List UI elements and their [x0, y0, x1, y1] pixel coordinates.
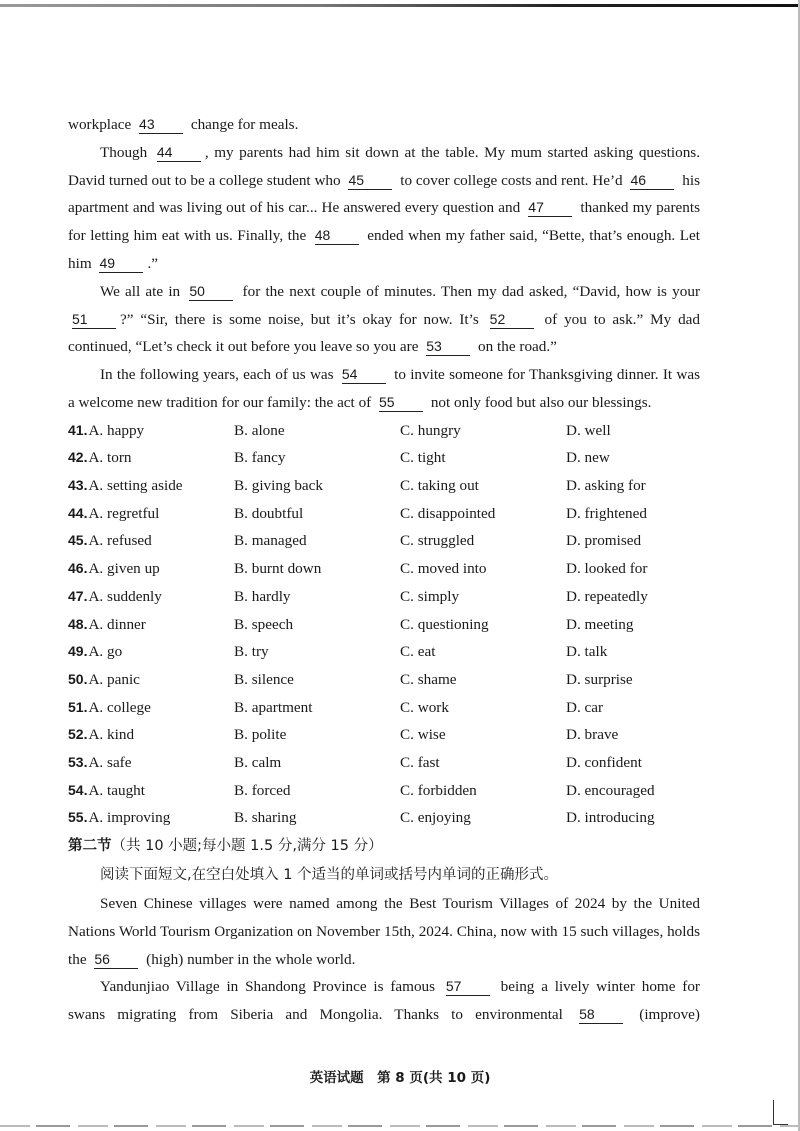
text: ?” “Sir, there is some noise, but it’s okay for now. It’s — [120, 310, 486, 328]
text: (high) number in the whole world. — [142, 950, 356, 968]
option-a — [68, 721, 234, 749]
option-c: C. enjoying — [400, 809, 471, 827]
option-b: B. forced — [234, 781, 291, 799]
question-options-row — [68, 555, 700, 583]
question-options-row — [68, 638, 700, 666]
exam-page-content — [68, 111, 700, 1029]
option-b: B. fancy — [234, 449, 286, 467]
question-number: 48. — [68, 615, 88, 632]
option-a-text: A. panic — [88, 670, 140, 688]
answer-options-list — [68, 417, 700, 832]
option-a — [68, 444, 234, 472]
option-d: D. looked for — [566, 560, 648, 578]
option-b: B. calm — [234, 753, 282, 771]
option-c: C. wise — [400, 726, 446, 744]
option-a-text: A. given up — [88, 560, 160, 578]
question-options-row — [68, 749, 700, 777]
section-meta: （共 10 小题;每小题 1.5 分,满分 15 分） — [111, 838, 383, 855]
option-d: D. car — [566, 698, 604, 716]
option-a-text: A. go — [88, 643, 123, 661]
option-d: D. new — [566, 449, 610, 467]
question-number: 47. — [68, 587, 88, 604]
question-number: 44. — [68, 504, 88, 521]
passage-paragraph-2 — [68, 139, 700, 278]
option-a-text: A. refused — [88, 532, 152, 550]
section-heading — [68, 832, 700, 861]
option-a-text: A. torn — [88, 449, 132, 467]
option-a — [68, 500, 234, 528]
text: workplace — [68, 116, 136, 133]
blank-57: 57 — [446, 977, 490, 996]
page-footer: 英语试题 第 8 页(共 10 页) — [309, 1070, 491, 1086]
option-d: D. surprise — [566, 670, 633, 688]
option-c: C. tight — [400, 449, 446, 467]
option-b: B. try — [234, 643, 269, 661]
blank-53: 53 — [426, 337, 470, 356]
passage2-paragraph-1 — [68, 890, 700, 973]
blank-43: 43 — [139, 115, 183, 134]
option-c: C. taking out — [400, 477, 479, 495]
option-d: D. repeatedly — [566, 587, 648, 605]
passage-line-43 — [68, 111, 700, 139]
option-a — [68, 694, 234, 722]
corner-crop-mark — [773, 1100, 788, 1125]
question-number: 41. — [68, 421, 88, 438]
text: to invite someone for Thanksgiving dinner. It was a welcome new tradition for our family: the act of — [68, 366, 701, 411]
option-a — [68, 527, 234, 555]
option-b: B. burnt down — [234, 560, 322, 578]
blank-47: 47 — [528, 198, 572, 217]
blank-58: 58 — [579, 1005, 623, 1024]
option-a — [68, 611, 234, 639]
question-number: 46. — [68, 560, 88, 577]
blank-44: 44 — [157, 143, 201, 162]
text: (improve) — [627, 1006, 700, 1024]
question-options-row — [68, 666, 700, 694]
text: Yandunjiao Village in Shandong Province is famous — [100, 978, 442, 996]
section-title: 第二节 — [68, 838, 112, 855]
option-d: D. frightened — [566, 504, 647, 522]
question-number: 50. — [68, 670, 88, 687]
blank-56: 56 — [94, 950, 138, 969]
question-number: 45. — [68, 532, 88, 549]
blank-45: 45 — [348, 171, 392, 190]
blank-54: 54 — [342, 365, 386, 384]
option-b: B. managed — [234, 532, 307, 550]
option-d: D. introducing — [566, 809, 655, 827]
option-a — [68, 804, 234, 832]
question-options-row — [68, 444, 700, 472]
text: In the following years, each of us was — [100, 366, 338, 384]
option-a — [68, 638, 234, 666]
question-options-row — [68, 528, 700, 556]
text: to cover college costs and rent. He’d — [396, 171, 627, 189]
question-options-row — [68, 417, 700, 445]
question-number: 53. — [68, 753, 88, 770]
option-d: D. brave — [566, 726, 619, 744]
question-options-row — [68, 611, 700, 639]
option-a — [68, 749, 234, 777]
blank-55: 55 — [379, 393, 423, 412]
text: on the road.” — [474, 338, 557, 356]
text: change for meals. — [187, 116, 299, 133]
blank-49: 49 — [99, 254, 143, 273]
option-b: B. hardly — [234, 587, 291, 605]
blank-50: 50 — [189, 282, 233, 301]
question-number: 42. — [68, 449, 88, 466]
text: ended when my father said, “Bette, that’s enough. Let him — [68, 227, 700, 272]
option-a-text: A. kind — [88, 726, 135, 744]
text: Seven Chinese villages were named among the Best Tourism Villages of 2024 by the United Nations World Tourism Organization on November 15th, 2024. China, now with 15 such villages, holds the — [68, 895, 700, 968]
option-b: B. giving back — [234, 477, 324, 495]
passage-paragraph-4 — [68, 361, 700, 417]
text: of you to ask.” My dad continued, “Let’s check it out before you leave so you are — [68, 310, 701, 356]
option-a — [68, 555, 234, 583]
section-instruction: 阅读下面短文,在空白处填入 1 个适当的单词或括号内单词的正确形式。 — [100, 867, 559, 884]
option-c: C. work — [400, 698, 449, 716]
option-a-text: A. improving — [88, 809, 171, 827]
option-d: D. asking for — [566, 477, 646, 495]
option-b: B. alone — [234, 421, 285, 439]
question-number: 49. — [68, 643, 88, 660]
option-a — [68, 472, 234, 500]
bottom-scan-edge — [0, 1125, 800, 1127]
option-d: D. confident — [566, 753, 642, 771]
option-c: C. forbidden — [400, 781, 477, 799]
option-d: D. promised — [566, 532, 642, 550]
text: for the next couple of minutes. Then my dad asked, “David, how is your — [237, 282, 700, 300]
option-d: D. meeting — [566, 615, 634, 633]
question-options-row — [68, 721, 700, 749]
option-a-text: A. dinner — [88, 615, 146, 633]
option-a — [68, 777, 234, 805]
question-number: 55. — [68, 809, 88, 826]
passage2-paragraph-2 — [68, 973, 700, 1029]
question-number: 52. — [68, 726, 88, 743]
text: We all ate in — [100, 282, 186, 300]
option-c: C. questioning — [400, 615, 489, 633]
question-options-row — [68, 694, 700, 722]
text: thanked my parents for letting him eat with us. Finally, the — [68, 199, 700, 245]
text: not only food but also our blessings. — [427, 393, 652, 411]
text: being a lively winter home for swans migrating from Siberia and Mongolia. Thanks to environmental — [68, 978, 700, 1024]
question-options-row — [68, 500, 700, 528]
option-b: B. polite — [234, 726, 287, 744]
option-d: D. encouraged — [566, 781, 655, 799]
option-b: B. silence — [234, 670, 294, 688]
question-options-row — [68, 804, 700, 832]
option-d: D. well — [566, 421, 611, 439]
option-a-text: A. regretful — [88, 504, 160, 522]
option-a-text: A. setting aside — [88, 477, 183, 495]
option-a — [68, 417, 234, 445]
option-a — [68, 666, 234, 694]
question-number: 51. — [68, 698, 88, 715]
blank-51: 51 — [72, 310, 116, 329]
question-number: 54. — [68, 781, 88, 798]
option-a-text: A. suddenly — [88, 587, 162, 605]
question-options-row — [68, 583, 700, 611]
option-d: D. talk — [566, 643, 608, 661]
passage-paragraph-3 — [68, 278, 700, 361]
option-c: C. disappointed — [400, 504, 496, 522]
option-c: C. fast — [400, 753, 440, 771]
top-scan-edge — [0, 4, 800, 7]
option-c: C. struggled — [400, 532, 475, 550]
option-c: C. simply — [400, 587, 460, 605]
text: .” — [147, 254, 158, 272]
text: Though — [100, 143, 153, 161]
option-c: C. moved into — [400, 560, 487, 578]
option-a-text: A. safe — [88, 753, 132, 771]
blank-46: 46 — [630, 171, 674, 190]
option-c: C. shame — [400, 670, 457, 688]
question-number: 43. — [68, 477, 88, 494]
blank-52: 52 — [490, 310, 534, 329]
option-b: B. doubtful — [234, 504, 304, 522]
option-b: B. apartment — [234, 698, 313, 716]
option-a-text: A. college — [88, 698, 151, 716]
option-c: C. eat — [400, 643, 436, 661]
option-b: B. speech — [234, 615, 294, 633]
option-a-text: A. taught — [88, 781, 145, 799]
option-c: C. hungry — [400, 421, 461, 439]
text: , my parents had him sit down at the table. My mum started asking questions. David turned out to be a college student who — [68, 143, 701, 189]
text: his apartment and was living out of his car... He answered every question and — [68, 171, 700, 217]
option-b: B. sharing — [234, 809, 297, 827]
question-options-row — [68, 777, 700, 805]
question-options-row — [68, 472, 700, 500]
option-a-text: A. happy — [88, 421, 145, 439]
option-a — [68, 583, 234, 611]
blank-48: 48 — [315, 226, 359, 245]
